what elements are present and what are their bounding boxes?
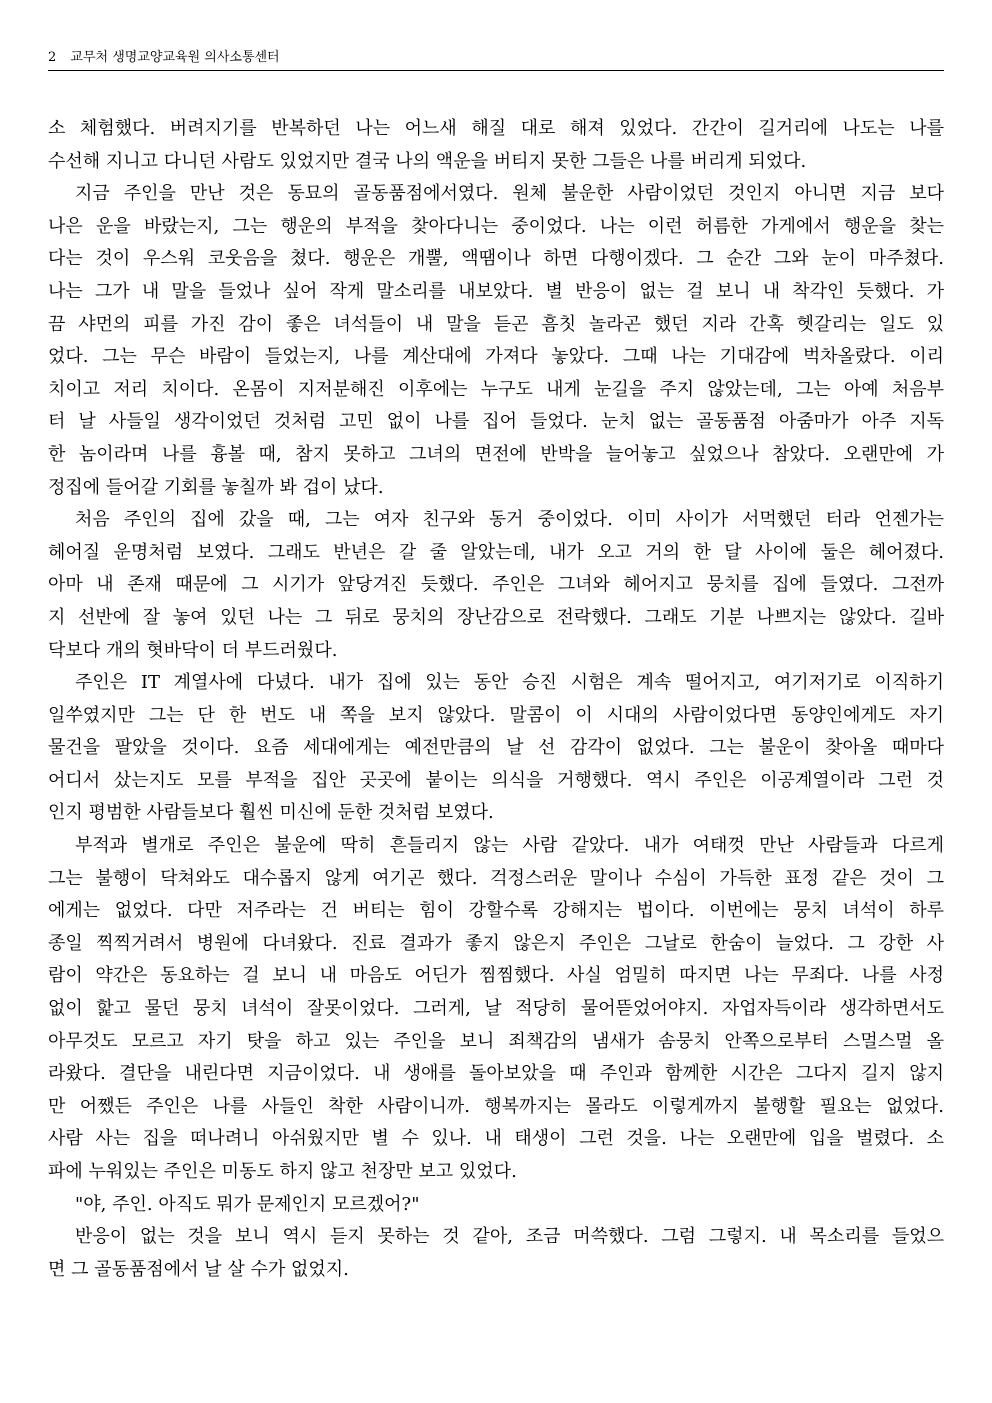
text-line: 다는 것이 우스워 코웃음을 쳤다. 행운은 개뿔, 액땜이나 하면 다행이겠다. 그 순간 그와 눈이 마주쳤다. <box>48 248 944 270</box>
text-line: 만 어쨌든 주인은 나를 사들인 착한 사람이니까. 행복까지는 몰라도 이렇게까지 불행할 필요는 없었다. <box>48 1095 944 1117</box>
page-header <box>48 50 944 66</box>
text-line: 일쑤였지만 그는 단 한 번도 내 쪽을 보지 않았다. 말콤이 이 시대의 사람이었다면 동양인에게도 자기 <box>48 704 944 726</box>
text-line: 면 그 골동품점에서 날 살 수가 없었지. <box>48 1258 349 1280</box>
text-line: 파에 누워있는 주인은 미동도 하지 않고 천장만 보고 있었다. <box>48 1161 517 1182</box>
text-line: 지 선반에 잘 놓여 있던 나는 그 뒤로 뭉치의 장난감으로 전락했다. 그래도 기분 나쁘지는 않았다. 길바 <box>48 606 944 628</box>
text-line: 부적과 별개로 주인은 불운에 딱히 흔들리지 않는 사람 같았다. 내가 여태껏 만난 사람들과 다르게 <box>75 835 944 857</box>
text-line: 수선해 지니고 다니던 사람도 있었지만 결국 나의 액운을 버티지 못한 그들은 나를 버리게 되었다. <box>48 150 807 172</box>
page-number: 2 <box>48 50 57 65</box>
text-line: 람이 약간은 동요하는 걸 보니 내 마음도 어딘가 찜찜했다. 사실 엄밀히 따지면 나는 무죄다. 나를 사정 <box>48 965 944 987</box>
text-line: 라왔다. 결단을 내린다면 지금이었다. 내 생애를 돌아보았을 때 주인과 함께한 시간은 그다지 길지 않지 <box>48 1063 944 1085</box>
body-text <box>48 113 944 1286</box>
text-line: 아무것도 모르고 자기 탓을 하고 있는 주인을 보니 죄책감의 냄새가 솜뭉치 안쪽으로부터 스멀스멀 올 <box>48 1030 944 1052</box>
text-line: 한 놈이라며 나를 흉볼 때, 참지 못하고 그녀의 면전에 반박을 늘어놓고 싶었으나 참았다. 오랜만에 가 <box>48 443 944 465</box>
text-line: 그는 불행이 닥쳐와도 대수롭지 않게 여기곤 했다. 걱정스러운 말이나 수심이 가득한 표정 같은 것이 그 <box>48 867 944 889</box>
text-line: 사람 사는 집을 떠나려니 아쉬웠지만 별 수 있나. 내 태생이 그런 것을. 나는 오랜만에 입을 벌렸다. 소 <box>48 1128 944 1150</box>
text-line: 처음 주인의 집에 갔을 때, 그는 여자 친구와 동거 중이었다. 이미 사이가 서먹했던 터라 언젠가는 <box>75 509 944 531</box>
text-line: 치이고 저리 치이다. 온몸이 지저분해진 이후에는 누구도 내게 눈길을 주지 않았는데, 그는 아예 처음부 <box>48 378 944 400</box>
text-line: 반응이 없는 것을 보니 역시 듣지 못하는 것 같아, 조금 머쓱했다. 그럼 그렇지. 내 목소리를 들었으 <box>75 1226 944 1248</box>
text-line: 지금 주인을 만난 것은 동묘의 골동품점에서였다. 원체 불운한 사람이었던 것인지 아니면 지금 보다 <box>75 183 944 205</box>
text-line: 끔 샤먼의 피를 가진 감이 좋은 녀석들이 내 말을 듣곤 흠칫 놀라곤 했던 지라 간혹 헷갈리는 일도 있 <box>48 313 944 335</box>
text-line: 종일 찍찍거려서 병원에 다녀왔다. 진료 결과가 좋지 않은지 주인은 그날로 한숨이 늘었다. 그 강한 사 <box>48 932 944 954</box>
text-line: 나은 운을 바랐는지, 그는 행운의 부적을 찾아다니는 중이었다. 나는 이런 허름한 가게에서 행운을 찾는 <box>48 215 944 237</box>
text-line: 주인은 IT 계열사에 다녔다. 내가 집에 있는 동안 승진 시험은 계속 떨어지고, 여기저기로 이직하기 <box>75 672 944 694</box>
header-title: 교무처 생명교양교육원 의사소통센터 <box>70 50 280 65</box>
text-line: 닥보다 개의 혓바닥이 더 부드러웠다. <box>48 639 338 661</box>
text-line: 었다. 그는 무슨 바람이 들었는지, 나를 계산대에 가져다 놓았다. 그때 나는 기대감에 벅차올랐다. 이리 <box>48 346 944 368</box>
text-line: 터 날 사들일 생각이었던 것처럼 고민 없이 나를 집어 들었다. 눈치 없는 골동품점 아줌마가 아주 지독 <box>48 411 944 433</box>
text-line: 어디서 샀는지도 모를 부적을 집안 곳곳에 붙이는 의식을 거행했다. 역시 주인은 이공계열이라 그런 것 <box>48 769 944 791</box>
text-line: 물건을 팔았을 것이다. 요즘 세대에게는 예전만큼의 날 선 감각이 없었다. 그는 불운이 찾아올 때마다 <box>48 737 944 759</box>
text-line: 나는 그가 내 말을 들었나 싶어 작게 말소리를 내보았다. 별 반응이 없는 걸 보니 내 착각인 듯했다. 가 <box>48 280 944 302</box>
text-line: 인지 평범한 사람들보다 훨씬 미신에 둔한 것처럼 보였다. <box>48 802 494 824</box>
text-line: 정집에 들어갈 기회를 놓칠까 봐 겁이 났다. <box>48 476 384 498</box>
header-divider <box>48 70 944 71</box>
text-line: 없이 핥고 물던 뭉치 녀석이 잘못이었다. 그러게, 날 적당히 물어뜯었어야지. 자업자득이라 생각하면서도 <box>48 998 944 1020</box>
text-line: 아마 내 존재 때문에 그 시기가 앞당겨진 듯했다. 주인은 그녀와 헤어지고 뭉치를 집에 들였다. 그전까 <box>48 574 944 596</box>
text-line: 헤어질 운명처럼 보였다. 그래도 반년은 갈 줄 알았는데, 내가 오고 거의 한 달 사이에 둘은 헤어졌다. <box>48 541 944 563</box>
text-line: 에게는 없었다. 다만 저주라는 건 버티는 힘이 강할수록 강해지는 법이다. 이번에는 뭉치 녀석이 하루 <box>48 900 944 922</box>
text-line: 소 체험했다. 버려지기를 반복하던 나는 어느새 해질 대로 해져 있었다. 간간이 길거리에 나도는 나를 <box>48 118 944 139</box>
text-line: "야, 주인. 아직도 뭐가 문제인지 모르겠어?" <box>75 1193 420 1215</box>
